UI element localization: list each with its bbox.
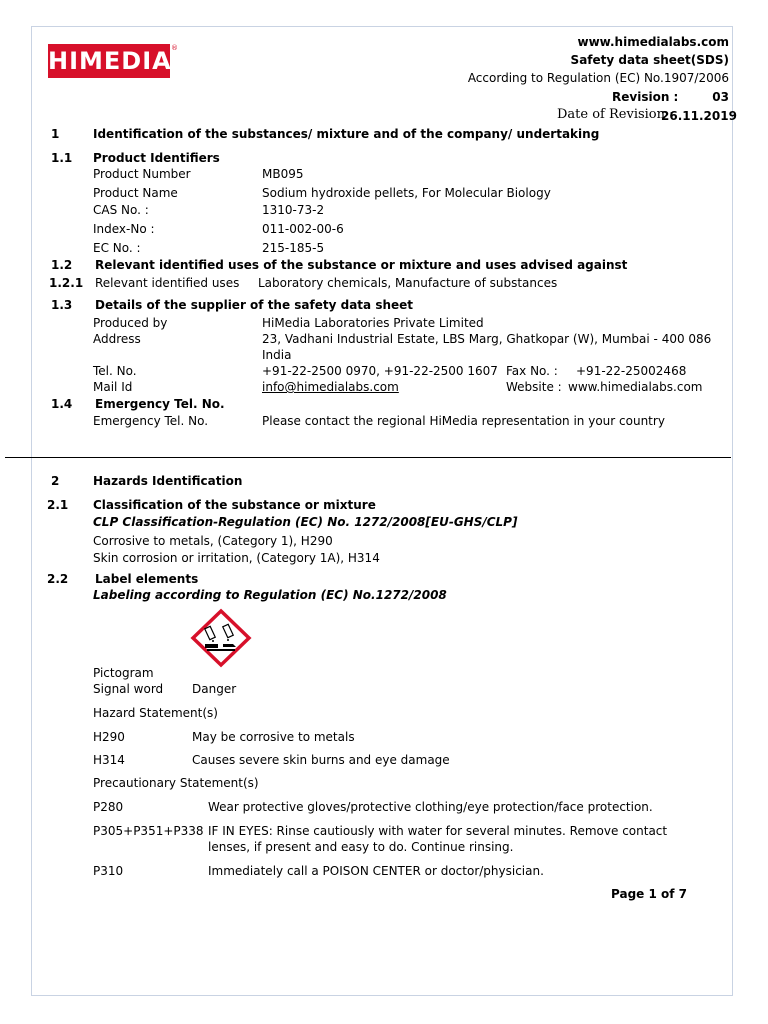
mail-link[interactable]: info@himedialabs.com: [262, 380, 399, 394]
address-line1: 23, Vadhani Industrial Estate, LBS Marg, Ghatkopar (W), Mumbai - 400 086: [262, 332, 712, 346]
precaution-heading: Precautionary Statement(s): [93, 776, 259, 790]
s121-number: 1.2.1: [49, 276, 84, 290]
h314-code: H314: [93, 753, 125, 767]
p305-text-line2: lenses, if present and easy to do. Continue rinsing.: [208, 840, 514, 854]
class-line-2: Skin corrosion or irritation, (Category 1A), H314: [93, 551, 380, 565]
ec-value: 215-185-5: [262, 241, 325, 255]
emergency-value: Please contact the regional HiMedia representation in your country: [262, 414, 665, 428]
s21-number: 2.1: [47, 498, 69, 512]
cas-value: 1310-73-2: [262, 203, 325, 217]
p305-code: P305+P351+P338: [93, 824, 204, 838]
product-name-value: Sodium hydroxide pellets, For Molecular Biology: [262, 186, 551, 200]
tel-value: +91-22-2500 0970, +91-22-2500 1607: [262, 364, 498, 378]
class-line-1: Corrosive to metals, (Category 1), H290: [93, 534, 333, 548]
cas-label: CAS No. :: [93, 203, 149, 217]
header-regulation: According to Regulation (EC) No.1907/2006: [467, 71, 729, 85]
signal-word-value: Danger: [192, 682, 237, 696]
h290-code: H290: [93, 730, 125, 744]
website-label: Website :: [506, 380, 562, 394]
header-website: www.himedialabs.com: [577, 35, 729, 49]
address-line2: India: [262, 348, 292, 362]
pictogram-label: Pictogram: [93, 666, 154, 680]
hazard-heading: Hazard Statement(s): [93, 706, 218, 720]
s14-title: Emergency Tel. No.: [95, 397, 225, 411]
p280-text: Wear protective gloves/protective clothing/eye protection/face protection.: [208, 800, 653, 814]
s121-label: Relevant identified uses: [95, 276, 240, 290]
signal-word-label: Signal word: [93, 682, 164, 696]
website-value[interactable]: www.himedialabs.com: [568, 380, 703, 394]
s13-title: Details of the supplier of the safety data sheet: [95, 298, 414, 312]
p310-code: P310: [93, 864, 124, 878]
product-number-value: MB095: [262, 167, 304, 181]
s21-title: Classification of the substance or mixture: [93, 498, 376, 512]
s121-value: Laboratory chemicals, Manufacture of substances: [258, 276, 558, 290]
registered-mark: ®: [171, 44, 178, 52]
index-value: 011-002-00-6: [262, 222, 344, 236]
address-label: Address: [93, 332, 141, 346]
section-divider: [5, 457, 731, 458]
index-label: Index-No :: [93, 222, 155, 236]
clp-line: CLP Classification-Regulation (EC) No. 1272/2008[EU-GHS/CLP]: [93, 515, 518, 529]
s11-title: Product Identifiers: [93, 151, 220, 165]
section1-title: Identification of the substances/ mixture and of the company/ undertaking: [93, 127, 600, 141]
h314-text: Causes severe skin burns and eye damage: [192, 753, 450, 767]
date-label: Date of Revision :: [557, 107, 674, 122]
s13-number: 1.3: [51, 298, 73, 312]
p280-code: P280: [93, 800, 124, 814]
section2-title: Hazards Identification: [93, 474, 243, 488]
emergency-label: Emergency Tel. No.: [93, 414, 209, 428]
s12-title: Relevant identified uses of the substance or mixture and uses advised against: [95, 258, 628, 272]
product-name-label: Product Name: [93, 186, 178, 200]
ec-label: EC No. :: [93, 241, 141, 255]
section1-number: 1: [51, 127, 60, 141]
p310-text: Immediately call a POISON CENTER or doctor/physician.: [208, 864, 544, 878]
mail-label: Mail Id: [93, 380, 133, 394]
s11-number: 1.1: [51, 151, 73, 165]
p305-text-line1: IF IN EYES: Rinse cautiously with water for several minutes. Remove contact: [208, 824, 668, 838]
tel-label: Tel. No.: [93, 364, 137, 378]
date-value: 26.11.2019: [661, 109, 737, 123]
produced-value: HiMedia Laboratories Private Limited: [262, 316, 484, 330]
page-number: Page 1 of 7: [611, 887, 687, 901]
s22-number: 2.2: [47, 572, 69, 586]
revision-label: Revision :: [612, 90, 679, 104]
product-number-label: Product Number: [93, 167, 191, 181]
revision-value: 03: [712, 90, 729, 104]
header-doc-type: Safety data sheet(SDS): [570, 53, 729, 67]
section2-number: 2: [51, 474, 60, 488]
s12-number: 1.2: [51, 258, 73, 272]
fax-label: Fax No. :: [506, 364, 558, 378]
fax-value: +91-22-25002468: [576, 364, 687, 378]
ghs05-corrosion-icon: [190, 608, 252, 668]
produced-label: Produced by: [93, 316, 168, 330]
labeling-line: Labeling according to Regulation (EC) No.1272/2008: [93, 588, 447, 602]
h290-text: May be corrosive to metals: [192, 730, 355, 744]
s22-title: Label elements: [95, 572, 199, 586]
s14-number: 1.4: [51, 397, 73, 411]
himedia-logo: HIMEDIA: [48, 44, 170, 78]
